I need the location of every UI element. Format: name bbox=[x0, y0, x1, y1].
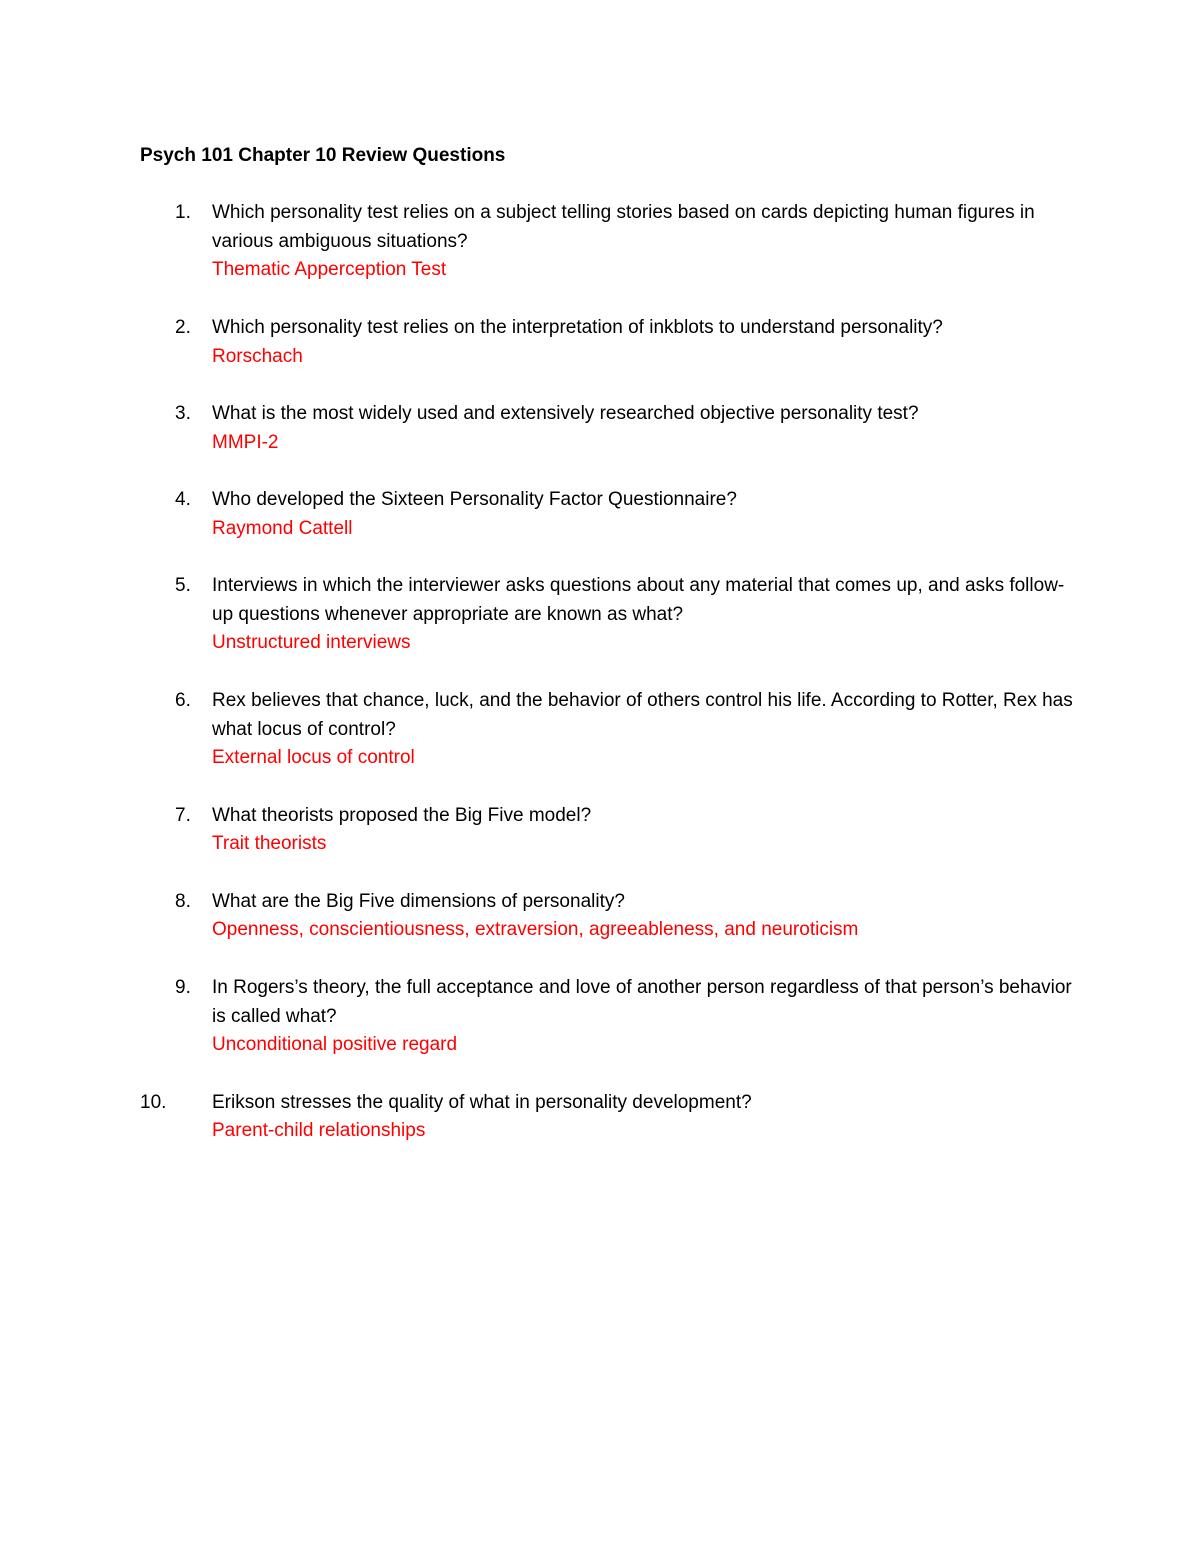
question-number: 8. bbox=[175, 890, 191, 912]
question-text: Erikson stresses the quality of what in personality development? bbox=[212, 1091, 752, 1113]
answer-text: Raymond Cattell bbox=[212, 517, 353, 539]
question-text: Interviews in which the interviewer asks questions about any material that comes up, and asks follow-up questions whenever appropriate are known as what? bbox=[212, 575, 1065, 625]
answer-text: External locus of control bbox=[212, 747, 415, 769]
list-item bbox=[140, 572, 1080, 658]
answer-text: Trait theorists bbox=[212, 833, 327, 855]
question-number: 3. bbox=[175, 402, 191, 424]
list-item bbox=[140, 802, 1080, 859]
answer-text: MMPI-2 bbox=[212, 431, 279, 453]
answer-text: Openness, conscientiousness, extraversion, agreeableness, and neuroticism bbox=[212, 919, 859, 941]
question-number: 5. bbox=[175, 575, 191, 597]
question-text: Who developed the Sixteen Personality Factor Questionnaire? bbox=[212, 488, 737, 510]
question-number: 9. bbox=[175, 976, 191, 998]
question-number: 2. bbox=[175, 316, 191, 338]
list-item bbox=[140, 199, 1080, 285]
document-title: Psych 101 Chapter 10 Review Questions bbox=[140, 145, 506, 166]
list-item bbox=[140, 974, 1080, 1060]
question-text: Rex believes that chance, luck, and the behavior of others control his life. According to Rotter, Rex has what locus of control? bbox=[212, 689, 1073, 740]
question-text: In Rogers’s theory, the full acceptance and love of another person regardless of that person’s behavior is called what? bbox=[212, 976, 1072, 1027]
question-text: Which personality test relies on a subject telling stories based on cards depicting human figures in various ambiguous situations? bbox=[212, 202, 1035, 252]
answer-text: Unstructured interviews bbox=[212, 632, 411, 654]
list-item bbox=[140, 888, 1080, 945]
question-text: What is the most widely used and extensively researched objective personality test? bbox=[212, 402, 919, 424]
question-text: Which personality test relies on the interpretation of inkblots to understand personality? bbox=[212, 316, 943, 338]
list-item bbox=[140, 687, 1080, 773]
question-number: 7. bbox=[175, 804, 191, 826]
list-item bbox=[140, 314, 1080, 371]
question-number: 1. bbox=[175, 202, 191, 223]
answer-text: Unconditional positive regard bbox=[212, 1034, 458, 1056]
question-number: 6. bbox=[175, 689, 191, 711]
answer-text: Rorschach bbox=[212, 345, 303, 367]
question-number: 10. bbox=[140, 1091, 167, 1113]
answer-text: Thematic Apperception Test bbox=[212, 259, 447, 281]
answer-text: Parent-child relationships bbox=[212, 1120, 426, 1142]
question-list bbox=[140, 199, 1080, 1175]
list-item bbox=[140, 486, 1080, 543]
question-text: What are the Big Five dimensions of personality? bbox=[212, 890, 625, 912]
list-item bbox=[140, 400, 1080, 457]
list-item bbox=[140, 1089, 1080, 1146]
question-text: What theorists proposed the Big Five model? bbox=[212, 804, 592, 826]
question-number: 4. bbox=[175, 488, 191, 510]
